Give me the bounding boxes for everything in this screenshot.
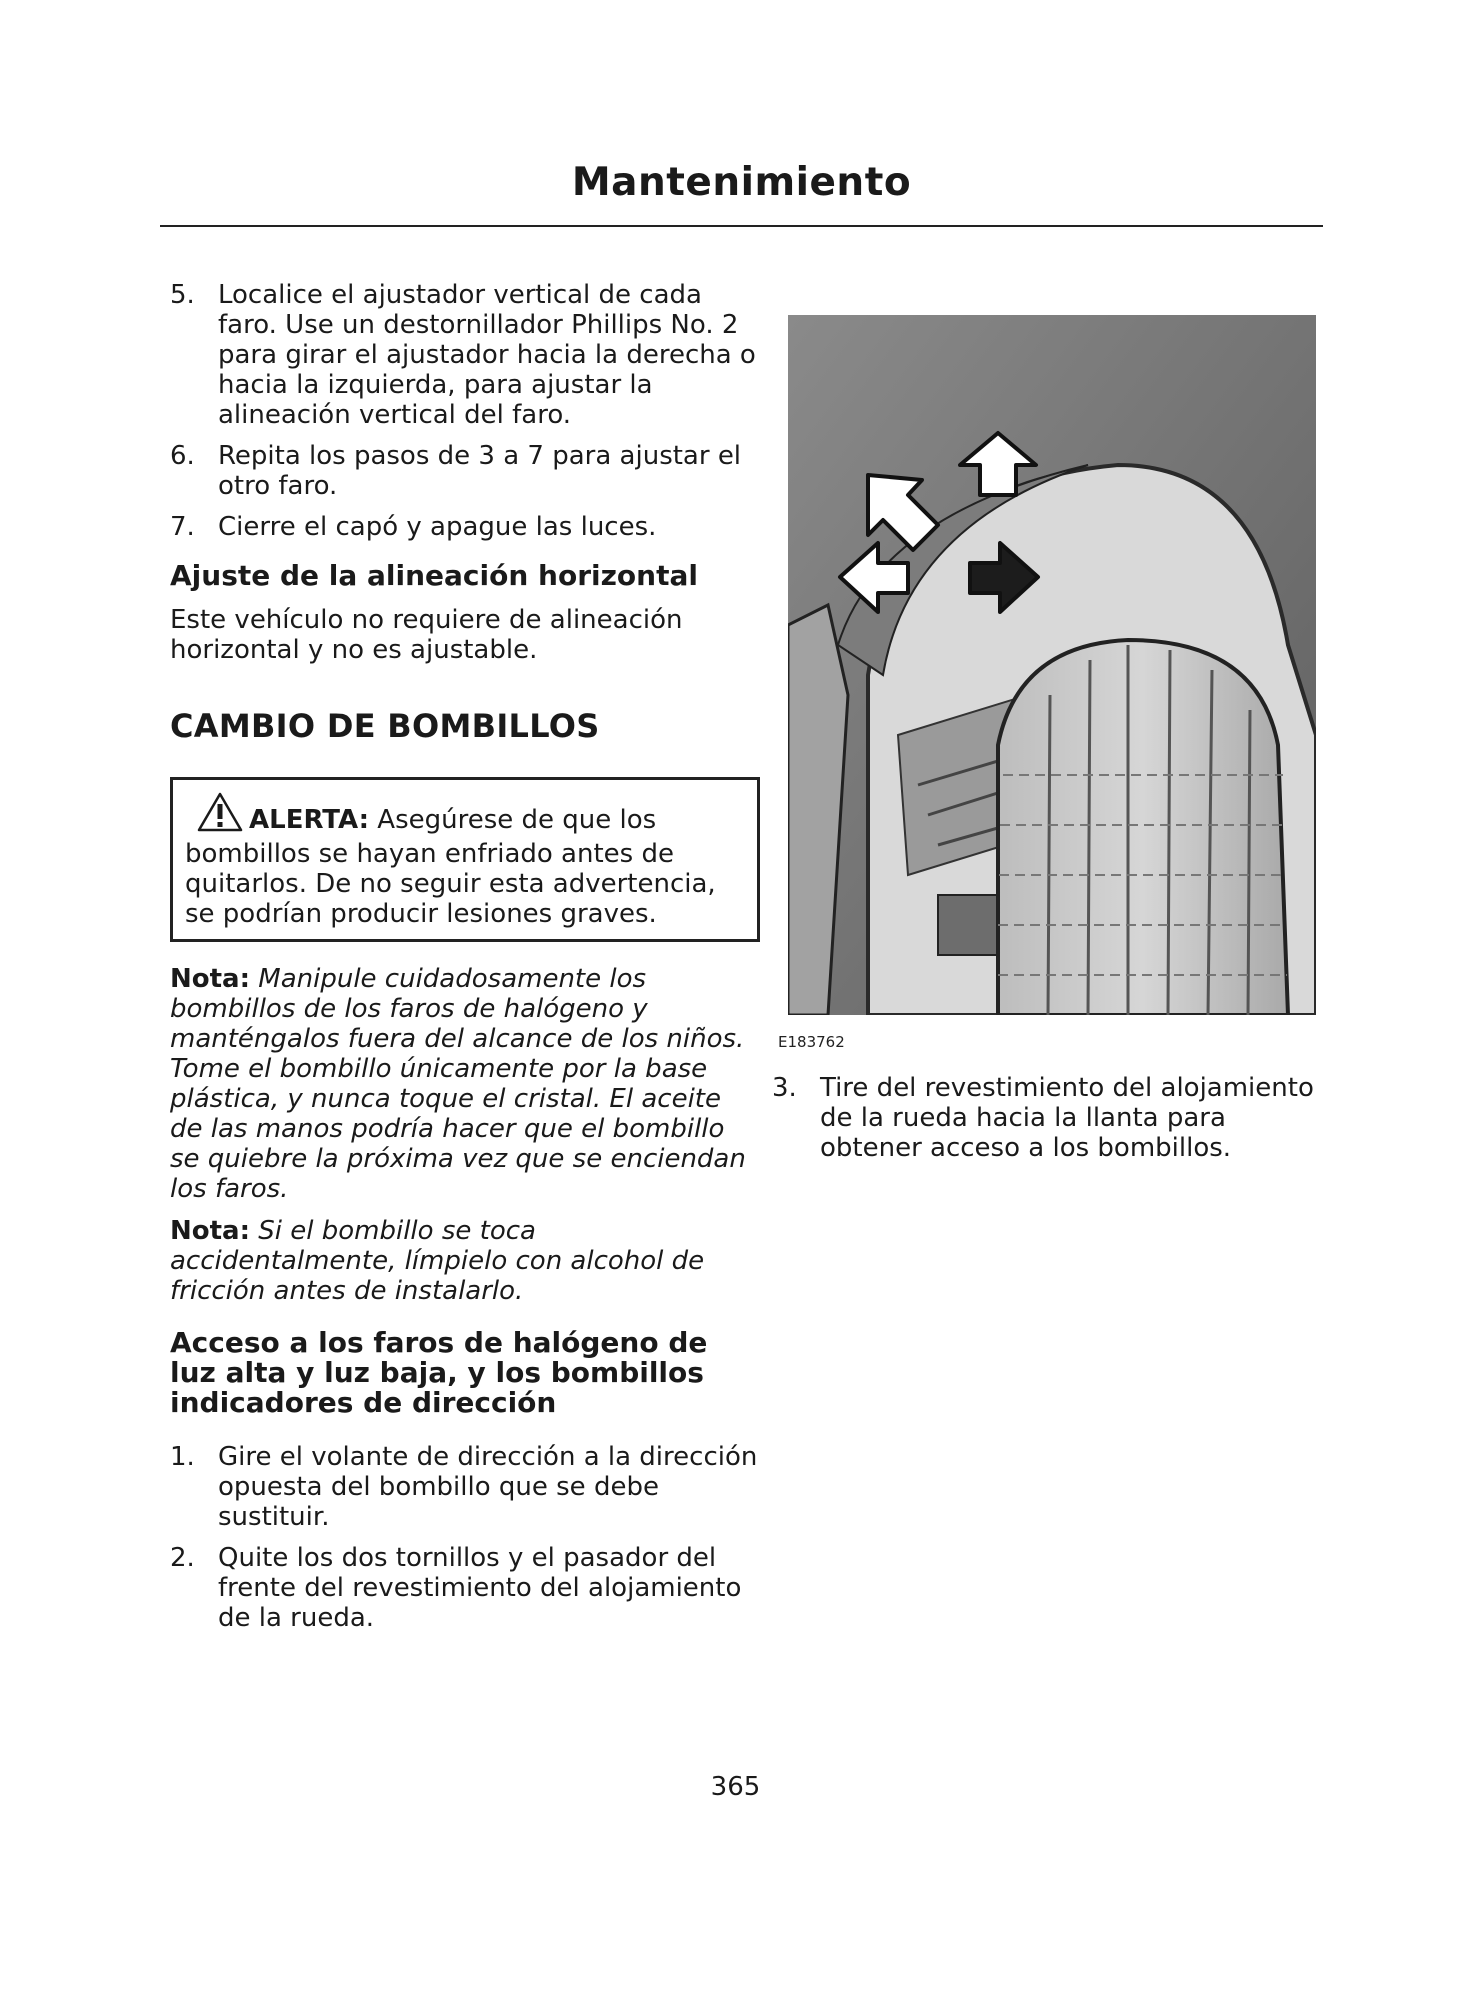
steps-list-access (170, 1442, 760, 1633)
step-number: 3. (772, 1073, 797, 1103)
step-number: 6. (170, 441, 195, 471)
bulbs-heading: CAMBIO DE BOMBILLOS (170, 707, 600, 745)
list-item (170, 1543, 760, 1633)
steps-list-top (170, 280, 760, 542)
list-item (772, 1073, 1332, 1163)
list-item (170, 1442, 760, 1532)
step-text: Gire el volante de dirección a la dirección opuesta del bombillo que se debe sustituir. (218, 1442, 758, 1532)
horizontal-text: Este vehículo no requiere de alineación horizontal y no es ajustable. (170, 605, 683, 665)
step-text: Cierre el capó y apague las luces. (218, 512, 657, 542)
step-number: 5. (170, 280, 195, 310)
horizontal-heading: Ajuste de la alineación horizontal (170, 559, 698, 592)
note-label: Nota: (170, 1216, 250, 1246)
list-item (170, 512, 760, 542)
figure-code: E183762 (778, 1033, 845, 1051)
step-text: Localice el ajustador vertical de cada faro. Use un destornillador Phillips No. 2 para girar el ajustador hacia la derecha o hacia la izquierda, para ajustar la alineación vertical del faro. (218, 280, 756, 430)
tire (998, 640, 1288, 1015)
alert-box (170, 777, 760, 942)
wheel-well-illustration (788, 315, 1316, 1015)
note-text: Si el bombillo se toca accidentalmente, límpielo con alcohol de fricción antes de instalarlo. (170, 1216, 705, 1306)
title-rule (160, 225, 1323, 227)
step-number: 1. (170, 1442, 195, 1472)
step-text: Quite los dos tornillos y el pasador del frente del revestimiento del alojamiento de la rueda. (218, 1543, 742, 1633)
right-column (772, 315, 1332, 1174)
warning-triangle-icon (197, 792, 243, 839)
steps-list-right (772, 1073, 1332, 1163)
note-1 (170, 964, 760, 1204)
access-heading: Acceso a los faros de halógeno de luz alta y luz baja, y los bombillos indicadores de dirección (170, 1326, 708, 1419)
alert-label: ALERTA: (249, 805, 370, 835)
list-item (170, 441, 760, 501)
step-number: 2. (170, 1543, 195, 1573)
note-2 (170, 1216, 760, 1306)
page-title: Mantenimiento (571, 160, 912, 205)
alert-text: Asegúrese de que los bombillos se hayan enfriado antes de quitarlos. De no seguir esta advertencia, se podrían producir lesiones graves. (185, 805, 716, 929)
note-label: Nota: (170, 964, 250, 994)
step-number: 7. (170, 512, 195, 542)
page-number: 365 (710, 1772, 761, 1802)
note-text: Manipule cuidadosamente los bombillos de los faros de halógeno y manténgalos fuera del alcance de los niños. Tome el bombillo únicamente por la base plástica, y nunca toque el cristal. El aceite de las manos podría hacer que el bombillo se quiebre la próxima vez que se enciendan los faros. (170, 964, 746, 1204)
step-text: Tire del revestimiento del alojamiento de la rueda hacia la llanta para obtener acceso a los bombillos. (820, 1073, 1314, 1163)
list-item (170, 280, 760, 430)
left-column (170, 280, 760, 1644)
step-text: Repita los pasos de 3 a 7 para ajustar el otro faro. (218, 441, 742, 501)
